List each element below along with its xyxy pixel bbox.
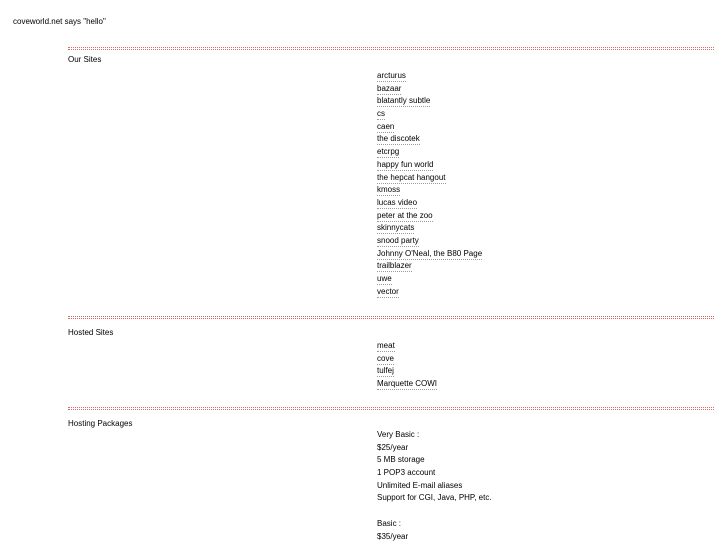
package-line: $35/year: [377, 531, 409, 541]
list-item: [377, 83, 482, 96]
hosted-link-marquette-cowi[interactable]: Marquette COWI: [377, 379, 438, 389]
site-link-bazaar[interactable]: bazaar: [377, 83, 402, 93]
list-item: [377, 286, 482, 299]
list-item: [377, 340, 437, 353]
list-item: [377, 133, 482, 146]
site-link-trailblazer[interactable]: trailblazer: [377, 261, 412, 271]
site-link-skinnycats[interactable]: skinnycats: [377, 223, 415, 233]
package-line: Basic :: [377, 518, 402, 528]
section-divider: [68, 407, 714, 410]
section-title-our-sites: Our Sites: [68, 55, 102, 64]
list-item: [377, 197, 482, 210]
site-link-vector[interactable]: vector: [377, 286, 399, 296]
site-link-blatantly-subtle[interactable]: blatantly subtle: [377, 96, 431, 106]
site-link-etcrpg[interactable]: etcrpg: [377, 147, 400, 157]
list-item: [377, 108, 482, 121]
site-link-arcturus[interactable]: arcturus: [377, 71, 406, 80]
package-line: 1 POP3 account: [377, 468, 436, 478]
list-item: [377, 95, 482, 108]
hosted-link-cove[interactable]: cove: [377, 353, 394, 363]
package-line: 5 MB storage: [377, 455, 425, 465]
package-line: Unlimited E-mail aliases: [377, 480, 463, 490]
list-item: [377, 159, 482, 172]
greeting-text: coveworld.net says "hello": [13, 17, 106, 26]
list-item: [377, 378, 437, 391]
package-line: Support for CGI, Java, PHP, etc.: [377, 493, 492, 503]
site-link-uwe[interactable]: uwe: [377, 274, 392, 283]
site-link-cs[interactable]: cs: [377, 109, 385, 119]
section-divider: [68, 316, 714, 319]
site-link-happy-fun-world[interactable]: happy fun world: [377, 159, 434, 169]
list-item: [377, 210, 482, 223]
hosting-packages-list: [377, 429, 492, 543]
site-link-kmoss[interactable]: kmoss: [377, 185, 401, 195]
package-line: Very Basic :: [377, 430, 420, 439]
list-item: [377, 260, 482, 273]
list-item: [377, 248, 482, 261]
hosted-link-meat[interactable]: meat: [377, 341, 395, 350]
package-line: $25/year: [377, 442, 409, 452]
section-title-hosting-packages: Hosting Packages: [68, 419, 133, 428]
section-hosting-packages: [68, 407, 714, 541]
section-our-sites: [68, 47, 714, 296]
list-item: [377, 146, 482, 159]
section-divider: [68, 47, 714, 50]
section-hosted-sites: [68, 316, 714, 389]
list-item: [377, 70, 482, 83]
site-link-johnny-oneal[interactable]: Johnny O'Neal, the B80 Page: [377, 248, 483, 258]
site-link-the-discotek[interactable]: the discotek: [377, 134, 420, 144]
site-link-lucas-video[interactable]: lucas video: [377, 197, 418, 207]
list-item: [377, 172, 482, 185]
site-link-the-hepcat-hangout[interactable]: the hepcat hangout: [377, 172, 446, 182]
section-title-hosted-sites: Hosted Sites: [68, 328, 114, 337]
list-item: [377, 353, 437, 366]
site-link-snood-party[interactable]: snood party: [377, 235, 419, 245]
list-item: [377, 121, 482, 134]
package-line: [377, 505, 492, 518]
hosted-sites-list: [377, 340, 437, 391]
list-item: [377, 184, 482, 197]
site-link-peter-at-the-zoo[interactable]: peter at the zoo: [377, 210, 433, 220]
list-item: [377, 273, 482, 286]
site-link-caen[interactable]: caen: [377, 121, 395, 131]
list-item: [377, 365, 437, 378]
list-item: [377, 235, 482, 248]
list-item: [377, 222, 482, 235]
hosted-link-tulfej[interactable]: tulfej: [377, 366, 394, 376]
our-sites-list: [377, 70, 482, 298]
